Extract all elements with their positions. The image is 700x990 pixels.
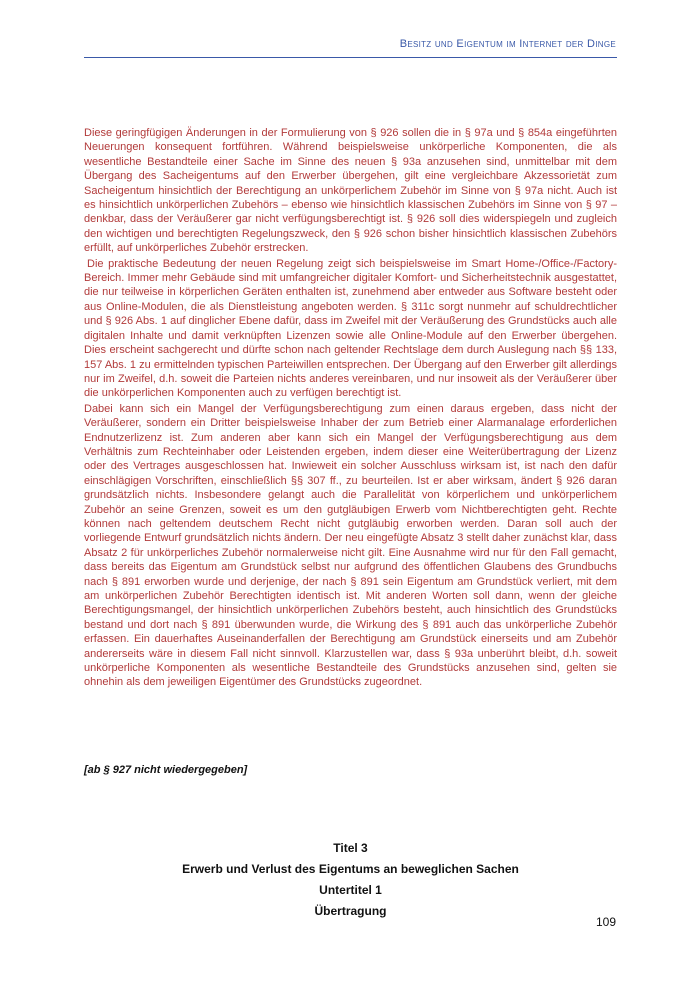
- heading-subsection-title: Übertragung: [314, 904, 387, 918]
- heading-subtitle: Erwerb und Verlust des Eigentums an beweglichen Sachen: [182, 862, 519, 876]
- running-header-title: Besitz und Eigentum im Internet der Dinge: [399, 38, 616, 50]
- heading-subsection: Untertitel 1: [319, 883, 382, 897]
- omitted-note: [ab § 927 nicht wiedergegeben]: [84, 764, 248, 776]
- paragraph-2: Die praktische Bedeutung der neuen Regelung zeigt sich beispielsweise im Smart Home-/Office-/Factory-Bereich. Immer mehr Gebäude sind mit umfangreicher digitaler Komfort- und Sicherheitstechnik ausgestattet, die nur teilweise in körperlichen Geräten enthalten ist, zunehmend aber entweder aus Software besteht oder aus Online-Modulen, die als Dienstleistung angeboten werden. § 311c sorgt nunmehr auf schuldrechtlicher und § 926 Abs. 1 auf dinglicher Ebene dafür, dass im Zweifel mit der Veräußerung des Grundstücks auch alle digitalen Inhalte und damit verknüpften Lizenzen sowie alle Online-Module auf den Erwerber übergehen. Dies erscheint sachgerecht und dürfte schon nach geltender Rechtslage dem durch Auslegung nach §§ 133, 157 Abs. 1 zu ermittelnden typischen Parteiwillen entsprechen. Der Übergang auf den Erwerber gilt allerdings nur im Zweifel, d.h. soweit die Parteien nichts anderes vereinbaren, und nur insoweit als der Veräußerer über die unkörperlichen Komponenten auch zu verfügen berechtigt ist.: [84, 257, 617, 400]
- paragraph-3: Dabei kann sich ein Mangel der Verfügungsberechtigung zum einen daraus ergeben, dass nicht der Veräußerer, sondern ein Dritter beispielsweise Inhaber der zum Betrieb einer Alarmanalage erforderlichen Endnutzerlizenz ist. Zum anderen aber kann sich ein Mangel der Verfügungsberechtigung aus dem Verhältnis zum Rechteinhaber oder Leistenden ergeben, indem dieser eine Weiterübertragung der Lizenz oder des Vertrages ausgeschlossen hat. Inwieweit ein solcher Ausschluss wirksam ist, ist nach den dafür einschlägigen Vorschriften, einschließlich §§ 307 ff., zu beurteilen. Ist er aber wirksam, ändert § 926 daran grundsätzlich nichts. Insbesondere gelangt auch die Parallelität von körperlichem und unkörperlichem Zubehör an seine Grenzen, soweit es um den gutgläubigen Erwerb vom Nichtberechtigten geht. Rechte können nach geltendem deutschem Recht nicht gutgläubig erworben werden. Daran soll auch der vorliegende Entwurf grundsätzlich nichts ändern. Der neu eingefügte Absatz 3 stellt daher zunächst klar, dass Absatz 2 für unkörperliches Zubehör normalerweise nicht gilt. Eine Ausnahme wird nur für den Fall gemacht, dass bereits das Eigentum am Grundstück selbst nur aufgrund des öffentlichen Glaubens des Grundbuchs nach § 891 erworben wurde und derjenige, der nach § 891 sein Eigentum am Grundstück verliert, mit dem am unkörperlichen Zubehör Berechtigten identisch ist. Mit anderen Worten soll dann, wenn der gleiche Berechtigungsmangel, der hinsichtlich unkörperlichen Zubehörs besteht, auch hinsichtlich des Grundstücks bestand und dort nach § 891 überwunden wurde, die Wirkung des § 891 auch das unkörperliche Zubehör erfassen. Ein dauerhaftes Auseinanderfallen der Berechtigung am Grundstück einerseits und am Zubehör andererseits wäre in diesem Fall nicht sinnvoll. Klarzustellen war, dass § 93a unberührt bleibt, d.h. soweit unkörperliche Komponenten als wesentliche Bestandteile des Grundstücks anzusehen sind, gelten sie ohnehin als dem jeweiligen Eigentümer des Grundstücks zugeordnet.: [84, 402, 617, 689]
- body-text: [84, 126, 617, 690]
- heading-title: Titel 3: [333, 841, 368, 855]
- page-number: 109: [595, 915, 616, 929]
- paragraph-1: Diese geringfügigen Änderungen in der Formulierung von § 926 sollen die in § 97a und § 854a eingeführten Neuerungen konsequent fortführen. Während beispielsweise unkörperliche Komponenten, die als wesentliche Bestandteile einer Sache im Sinne des neuen § 93a anzusehen sind, unmittelbar mit dem Übergang des Sacheigentums auf den Erwerber übergehen, gilt eine vergleichbare Akzessorietät zum Sacheigentum hinsichtlich der Berechtigung an unkörperlichem Zubehör im Sinne von § 97a nicht. Auch ist es hinsichtlich unkörperlichen Zubehörs – ebenso wie hinsichtlich klassischen Zubehörs im Sinne von § 97 – denkbar, dass der Veräußerer gar nicht verfügungsberechtigt ist. § 926 soll dies widerspiegeln und zugleich den wichtigen und berechtigten Regelungszweck, den § 926 schon bisher hinsichtlich klassischen Zubehörs erfüllt, auf unkörperliches Zubehör erstrecken.: [84, 127, 617, 255]
- header-divider: [84, 57, 617, 58]
- section-heading: [84, 838, 617, 922]
